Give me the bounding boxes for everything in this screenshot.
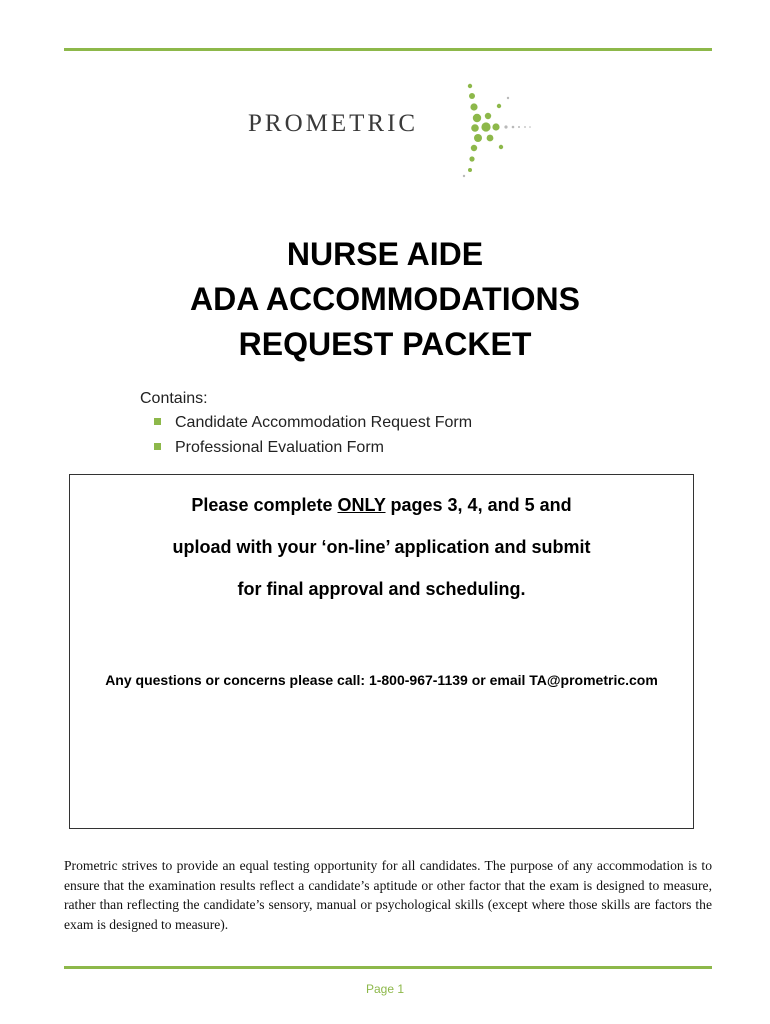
contact-info: Any questions or concerns please call: 1-800-967-1139 or email TA@prometric.com [105, 672, 658, 688]
equal-opportunity-statement: Prometric strives to provide an equal testing opportunity for all candidates. The purpose of any accommodation is to ensure that the examination results reflect a candidate’s aptitude or other factor that the exam is designed to measure, rather than reflecting the candidate’s sensory, manual or psychological skills (except where those skills are factors the exam is designed to measure). [64, 858, 712, 932]
list-item-text: Candidate Accommodation Request Form [175, 414, 473, 431]
bottom-divider [64, 966, 712, 969]
instruction-line-3: for final approval and scheduling. [237, 579, 526, 599]
logo-wordmark: PROMETRIC [248, 110, 419, 137]
title-line-1: NURSE AIDE [286, 236, 484, 272]
square-bullet-icon [154, 443, 161, 450]
list-item-text: Professional Evaluation Form [175, 439, 384, 456]
instruction-line-2: upload with your ‘on-line’ application and submit [172, 537, 591, 557]
list-item [154, 435, 472, 460]
list-item [154, 410, 472, 435]
contents-label: Contains: [140, 390, 208, 407]
instruction-suffix: pages 3, 4, and 5 and [385, 495, 572, 515]
instruction-prefix: Please complete [191, 495, 338, 515]
title-line-3: REQUEST PACKET [238, 326, 532, 362]
square-bullet-icon [154, 418, 161, 425]
contents-list [140, 388, 472, 460]
logo-dots-icon [458, 80, 538, 180]
top-divider [64, 48, 712, 51]
document-title [0, 232, 770, 367]
instruction-emphasis: ONLY [337, 495, 386, 515]
title-line-2: ADA ACCOMMODATIONS [190, 281, 580, 317]
page-number: Page 1 [365, 982, 405, 996]
prometric-logo [248, 80, 538, 180]
instructions-box [69, 474, 694, 829]
instruction-line-1 [70, 495, 693, 516]
